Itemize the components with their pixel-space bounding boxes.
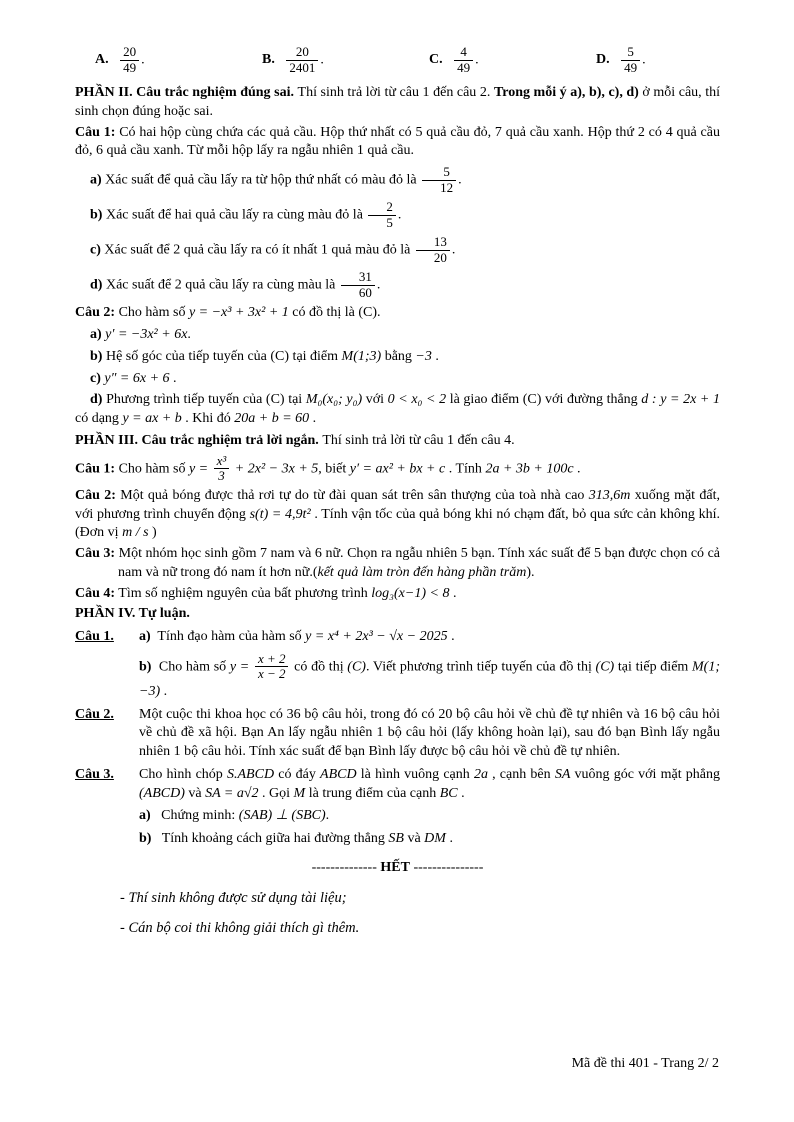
bold-text: Trong mỗi ý a), b), c), d) <box>493 85 639 101</box>
italic-text: kết quả làm tròn đến hàng phần trăm <box>317 564 527 580</box>
text: . <box>573 460 581 476</box>
text: . <box>447 629 455 645</box>
bold-text: a) <box>90 327 102 343</box>
text: -------------- <box>311 859 381 875</box>
fraction <box>286 45 318 75</box>
bold-text: a) <box>139 808 151 824</box>
text: là trung điểm của cạnh <box>305 785 440 801</box>
text: Một nhóm học sinh gồm 7 nam và 6 nữ. Chọn ra ngẫu nhiên 5 bạn. Tính xác suất để 5 bạn được chọn có cả nam và nữ trong đó nam ít hơn nữ.( <box>115 546 721 580</box>
answer-row <box>75 44 720 76</box>
answer-option <box>596 44 646 76</box>
text: . <box>309 411 317 427</box>
fraction <box>454 45 473 75</box>
part4-q2 <box>75 706 720 762</box>
bold-text: Câu 1: <box>75 124 116 140</box>
part2-q2-b <box>75 348 720 367</box>
fraction-numerator: 4 <box>454 45 473 61</box>
text: . <box>451 242 456 258</box>
fraction-numerator: 5 <box>621 45 640 61</box>
math-text: SB <box>388 831 404 847</box>
math-text: y′ = ax² + bx + c <box>349 460 446 476</box>
text: . Khi đó <box>181 411 235 427</box>
bold-text: b) <box>139 831 152 847</box>
text: . <box>160 683 168 699</box>
part3-q4 <box>75 585 720 604</box>
question-label <box>75 706 139 762</box>
text: . <box>376 277 381 293</box>
math-text: m / s <box>122 525 149 541</box>
bold-text: c) <box>90 242 101 258</box>
bold-text: a) <box>90 172 102 188</box>
math-text: M₀(x₀; y₀) <box>305 392 363 408</box>
fraction-denominator: 49 <box>624 59 638 75</box>
question-content <box>139 628 720 647</box>
fraction-numerator: 20 <box>286 45 318 61</box>
part4-heading <box>75 605 720 624</box>
option-tail: . <box>141 52 145 68</box>
text: Cho hàm số <box>151 659 230 675</box>
part2-q2-intro <box>75 304 720 323</box>
end-marker <box>75 859 720 878</box>
math-text: y = x⁴ + 2x³ − √x − 2025 <box>305 629 448 645</box>
part3-q3 <box>75 545 720 583</box>
text: . Tính <box>445 460 486 476</box>
part2-q1-c <box>75 234 720 266</box>
text: . <box>457 785 465 801</box>
text: Xác suất để 2 quả cầu lấy ra có ít nhất 1 quả màu đỏ là <box>100 242 414 258</box>
fraction <box>368 200 396 230</box>
italic-text: - Cán bộ coi thi không giải thích gì thêm. <box>120 920 360 937</box>
math-text: 2a <box>473 766 488 782</box>
text: ). <box>526 564 535 580</box>
fraction-denominator: 12 <box>440 179 454 195</box>
question-content <box>139 830 720 849</box>
text: . <box>458 172 462 188</box>
bold-text: HẾT <box>380 859 410 875</box>
math-text: (C) <box>347 659 366 675</box>
question-label <box>75 628 139 647</box>
question-content <box>139 706 720 762</box>
fraction-numerator: 20 <box>120 45 139 61</box>
math-text: y″ = 6x + 6 <box>104 370 170 386</box>
bold-text: b) <box>139 659 152 675</box>
bold-underline-text: Câu 2. <box>75 706 114 722</box>
math-text: 2a + 3b + 100c <box>485 460 574 476</box>
fraction-denominator: 2401 <box>289 59 316 75</box>
text: và <box>184 785 206 801</box>
text: Thí sinh trả lời từ câu 1 đến câu 4. <box>322 432 515 448</box>
question-content <box>139 766 720 804</box>
text: Cho hàm số <box>115 305 189 321</box>
text: , biết <box>318 460 350 476</box>
bold-text: Câu 2: <box>75 305 116 321</box>
part4-q1-a <box>75 628 720 647</box>
text: có đáy <box>274 766 321 782</box>
math-text: log₃(x−1) < 8 <box>371 585 450 601</box>
text: có đồ thị là (C). <box>288 305 381 321</box>
text: Chứng minh: <box>150 808 239 824</box>
text: bằng <box>381 348 416 364</box>
math-text: SA <box>554 766 571 782</box>
math-text: 0 < x₀ < 2 <box>387 392 447 408</box>
text: . <box>325 808 330 824</box>
option-tail: . <box>320 52 324 68</box>
part3-q2 <box>75 487 720 543</box>
fraction-numerator: x³ <box>214 454 230 470</box>
fraction-denominator: 5 <box>386 214 393 230</box>
bold-text: Câu 2: <box>75 487 116 503</box>
part2-q1-b <box>75 199 720 231</box>
math-text: (SAB) ⊥ (SBC) <box>238 808 326 824</box>
fraction-denominator: x − 2 <box>257 666 286 682</box>
math-text: y = <box>229 659 253 675</box>
text: . <box>397 207 402 223</box>
text: Một cuộc thi khoa học có 36 bộ câu hỏi, trong đó có 20 bộ câu hỏi về chủ đề tự nhiên và 16 bộ câu hỏi về chủ đề xã hội. Bạn An lấy ngẫu nhiên 1 bộ câu hỏi (lấy không hoàn lại), sau đó bạn Bình lấy ngẫu nhiên 1 bộ câu hỏi. Tính xác suất để bạn Bình lấy được bộ câu hỏi về chủ đề tự nhiên. <box>139 706 720 760</box>
fraction <box>422 165 456 195</box>
math-text: M(1; −3) <box>139 659 721 699</box>
math-text: M(1;3) <box>341 348 382 364</box>
text: Tìm số nghiệm nguyên của bất phương trình <box>115 585 372 601</box>
math-text: −3 <box>415 348 432 364</box>
text: có dạng <box>75 411 123 427</box>
text: tại tiếp điểm <box>614 659 693 675</box>
text: , cạnh bên <box>487 766 555 782</box>
part4-q3-b <box>75 830 720 849</box>
text: . Gọi <box>258 785 294 801</box>
text: Một quả bóng được thả rơi tự do từ đài quan sát trên sân thượng của toà nhà cao <box>115 487 589 503</box>
text: Tính khoảng cách giữa hai đường thẳng <box>151 831 389 847</box>
part2-q1-a <box>75 164 720 196</box>
text: . <box>169 370 177 386</box>
math-text: y′ = −3x² + 6x <box>105 327 188 343</box>
text: và <box>403 831 425 847</box>
question-label <box>75 830 139 849</box>
text: --------------- <box>409 859 484 875</box>
text: . <box>187 327 191 343</box>
fraction-denominator: 60 <box>358 284 372 300</box>
text: Phương trình tiếp tuyến của (C) tại <box>102 392 306 408</box>
fraction-denominator: 20 <box>433 249 447 265</box>
page-content <box>75 44 720 939</box>
question-label <box>75 651 139 702</box>
question-label <box>75 807 139 826</box>
math-text: SA = a√2 <box>205 785 259 801</box>
bold-text: d) <box>90 392 103 408</box>
fraction-numerator: x + 2 <box>255 652 289 668</box>
question-label <box>75 766 139 804</box>
text: là giao điểm (C) với đường thẳng <box>446 392 642 408</box>
text: Cho hình chóp <box>139 766 227 782</box>
text: Cho hàm số <box>115 460 189 476</box>
part2-q2-d <box>75 391 720 429</box>
italic-text: - Thí sinh không được sử dụng tài liệu; <box>120 889 347 906</box>
text: là hình vuông cạnh <box>356 766 474 782</box>
text: . Viết phương trình tiếp tuyến của đồ thị <box>365 659 596 675</box>
math-text: (ABCD) <box>139 785 185 801</box>
bold-text: d) <box>90 277 103 293</box>
bold-text: a) <box>139 629 151 645</box>
bold-text: c) <box>90 370 101 386</box>
fraction-denominator: 49 <box>457 59 471 75</box>
text: vuông góc với mặt phẳng <box>570 766 720 782</box>
part2-heading <box>75 84 720 122</box>
fraction <box>621 45 640 75</box>
math-text: + 2x² − 3x + 5 <box>231 460 319 476</box>
text: ở mỗi câu, thí sinh chọn đúng hoặc sai. <box>75 85 720 119</box>
option-label: C. <box>429 52 443 68</box>
math-text: (C) <box>595 659 615 675</box>
fraction-numerator: 31 <box>341 270 375 286</box>
fraction <box>255 652 289 682</box>
text: xuống mặt đất, với phương trình chuyển động <box>75 487 720 522</box>
math-text: DM <box>424 831 446 847</box>
fraction-denominator: 3 <box>218 468 225 484</box>
math-text: d : y = 2x + 1 <box>641 392 720 408</box>
math-text: ABCD <box>320 766 357 782</box>
text: Hệ số góc của tiếp tuyến của (C) tại điểm <box>102 348 342 364</box>
math-text: y = ax + b <box>122 411 182 427</box>
option-tail: . <box>475 52 479 68</box>
part2-q2-c <box>75 370 720 389</box>
part4-q3 <box>75 766 720 804</box>
fraction-numerator: 2 <box>368 200 396 216</box>
bold-text: PHẦN IV. Tự luận. <box>75 606 190 622</box>
answer-option <box>95 44 262 76</box>
math-text: y = <box>188 460 212 476</box>
answer-option <box>262 44 429 76</box>
note-1 <box>120 889 720 908</box>
bold-text: PHẦN II. Câu trắc nghiệm đúng sai. <box>75 85 298 101</box>
bold-underline-text: Câu 1. <box>75 629 114 645</box>
part2-q1-intro <box>75 124 720 162</box>
fraction-numerator: 13 <box>416 235 450 251</box>
text: . <box>445 831 453 847</box>
part2-q2-a <box>75 326 720 345</box>
math-text: 20a + b = 60 <box>234 411 310 427</box>
math-text: y = −x³ + 3x² + 1 <box>188 305 289 321</box>
text: . <box>449 585 457 601</box>
fraction-numerator: 5 <box>422 165 456 181</box>
part3-heading <box>75 432 720 451</box>
bold-underline-text: Câu 3. <box>75 766 114 782</box>
bold-text: b) <box>90 348 103 364</box>
fraction <box>416 235 450 265</box>
text: Có hai hộp cùng chứa các quả cầu. Hộp thứ nhất có 5 quả cầu đỏ, 7 quả cầu xanh. Hộp thứ 2 có 4 quả cầu đỏ, 6 quả cầu xanh. Từ mỗi hộp lấy ra ngẫu nhiên 1 quả cầu. <box>75 124 720 159</box>
text: có đồ thị <box>290 659 348 675</box>
option-label: D. <box>596 52 610 68</box>
option-label: A. <box>95 52 109 68</box>
part4-q1-b <box>75 651 720 702</box>
note-2 <box>120 919 720 938</box>
text: với <box>362 392 388 408</box>
part3-q1 <box>75 453 720 485</box>
text: Tính đạo hàm của hàm số <box>150 629 306 645</box>
fraction <box>341 270 375 300</box>
question-content <box>139 807 720 826</box>
text: Xác suất để quả cầu lấy ra từ hộp thứ nhất có màu đỏ là <box>101 172 421 188</box>
bold-text: Câu 3: <box>75 546 116 562</box>
math-text: 313,6m <box>588 487 631 503</box>
text: Xác suất để 2 quả cầu lấy ra cùng màu là <box>102 277 339 293</box>
answer-option <box>429 44 596 76</box>
bold-text: PHẦN III. Câu trắc nghiệm trả lời ngắn. <box>75 432 323 448</box>
math-text: M <box>293 785 306 801</box>
text: . Tính vận tốc của quả bóng khi nó chạm đất, bỏ qua sức cản không khí. (Đơn vị <box>75 506 720 541</box>
math-text: s(t) = 4,9t² <box>249 506 311 522</box>
part2-q1-d <box>75 269 720 301</box>
bold-text: Câu 4: <box>75 585 116 601</box>
text: ) <box>148 525 157 541</box>
bold-text: Câu 1: <box>75 460 116 476</box>
option-label: B. <box>262 52 275 68</box>
text: . <box>431 348 439 364</box>
part4-q3-a <box>75 807 720 826</box>
fraction <box>214 454 230 484</box>
page-footer: Mã đề thi 401 - Trang 2/ 2 <box>571 1056 719 1071</box>
bold-text: b) <box>90 207 103 223</box>
fraction <box>120 45 139 75</box>
text: Xác suất để hai quả cầu lấy ra cùng màu đỏ là <box>102 207 367 223</box>
math-text: BC <box>439 785 458 801</box>
math-text: S.ABCD <box>227 766 275 782</box>
question-content <box>139 651 720 702</box>
text: Thí sinh trả lời từ câu 1 đến câu 2. <box>297 85 494 101</box>
option-tail: . <box>642 52 646 68</box>
fraction-denominator: 49 <box>123 59 137 75</box>
